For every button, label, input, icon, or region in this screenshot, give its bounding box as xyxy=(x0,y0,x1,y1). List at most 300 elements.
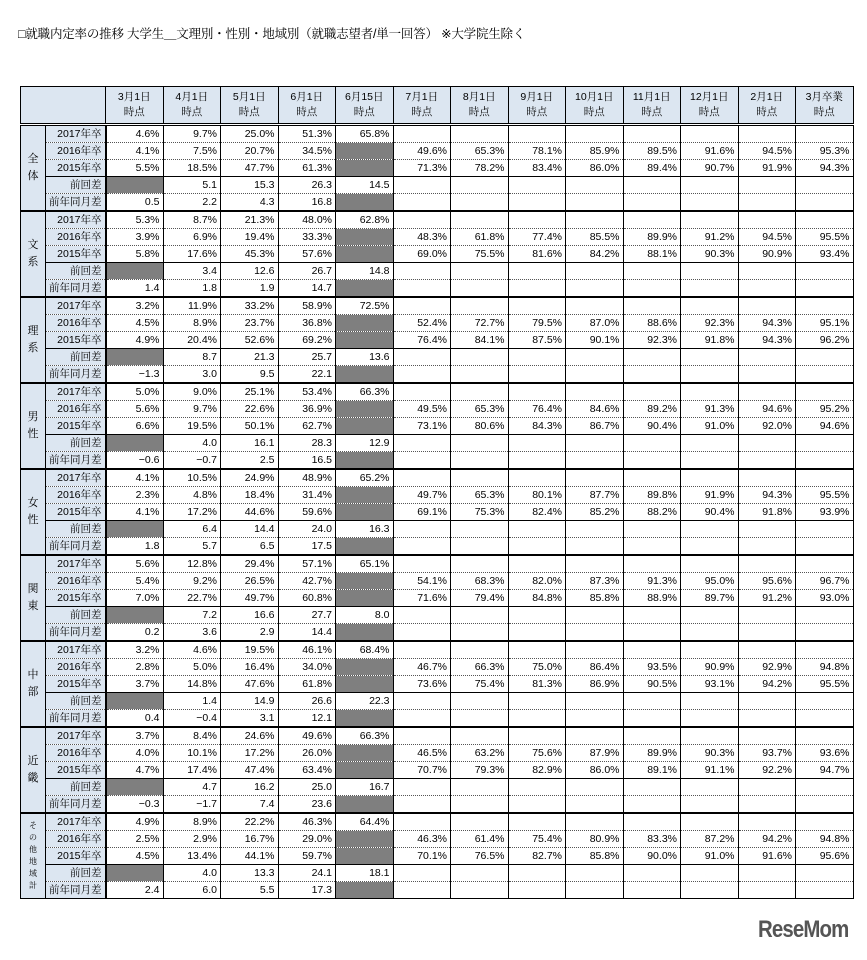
value-cell: 7.0% xyxy=(106,590,164,607)
value-cell xyxy=(681,194,739,212)
value-cell: 5.7 xyxy=(163,538,221,556)
na-cell xyxy=(336,745,394,762)
value-cell: 12.8% xyxy=(163,555,221,573)
value-cell: 93.6% xyxy=(796,745,854,762)
value-cell xyxy=(681,366,739,384)
value-cell xyxy=(393,263,451,280)
value-cell xyxy=(508,796,566,814)
value-cell xyxy=(566,297,624,315)
value-cell xyxy=(681,349,739,366)
value-cell: 24.9% xyxy=(221,469,279,487)
table-row xyxy=(21,366,854,384)
value-cell: 70.7% xyxy=(393,762,451,779)
value-cell: 85.9% xyxy=(566,143,624,160)
na-cell xyxy=(106,607,164,624)
table-header-row xyxy=(21,87,854,125)
value-cell: 13.3 xyxy=(221,865,279,882)
na-cell xyxy=(336,194,394,212)
value-cell: 73.6% xyxy=(393,676,451,693)
value-cell: 91.8% xyxy=(738,504,796,521)
value-cell xyxy=(681,555,739,573)
group-label xyxy=(21,813,46,899)
row-label: 2016年卒 xyxy=(46,143,106,160)
value-cell: 24.1 xyxy=(278,865,336,882)
value-cell: 22.3 xyxy=(336,693,394,710)
value-cell: 91.0% xyxy=(681,848,739,865)
value-cell xyxy=(566,452,624,470)
value-cell: 91.2% xyxy=(738,590,796,607)
value-cell: 3.6 xyxy=(163,624,221,642)
value-cell xyxy=(623,452,681,470)
value-cell: 49.6% xyxy=(393,143,451,160)
value-cell: 49.7% xyxy=(221,590,279,607)
table-row xyxy=(21,487,854,504)
value-cell: 78.1% xyxy=(508,143,566,160)
value-cell: 86.0% xyxy=(566,160,624,177)
value-cell xyxy=(623,693,681,710)
value-cell: 2.2 xyxy=(163,194,221,212)
row-label: 前年同月差 xyxy=(46,194,106,212)
table-row xyxy=(21,521,854,538)
value-cell: 79.5% xyxy=(508,315,566,332)
value-cell: 4.5% xyxy=(106,315,164,332)
value-cell: 36.9% xyxy=(278,401,336,418)
row-label: 前年同月差 xyxy=(46,710,106,728)
value-cell: 17.6% xyxy=(163,246,221,263)
value-cell: 1.9 xyxy=(221,280,279,298)
value-cell: 4.6% xyxy=(106,125,164,143)
table-row xyxy=(21,229,854,246)
value-cell: 7.5% xyxy=(163,143,221,160)
value-cell xyxy=(393,641,451,659)
value-cell: 5.6% xyxy=(106,555,164,573)
row-label: 前年同月差 xyxy=(46,452,106,470)
value-cell xyxy=(796,280,854,298)
value-cell: 3.7% xyxy=(106,676,164,693)
value-cell: 89.5% xyxy=(623,143,681,160)
value-cell: 26.0% xyxy=(278,745,336,762)
table-row xyxy=(21,882,854,899)
value-cell xyxy=(451,538,509,556)
value-cell: 87.3% xyxy=(566,573,624,590)
value-cell: 81.3% xyxy=(508,676,566,693)
value-cell: 26.3 xyxy=(278,177,336,194)
value-cell xyxy=(738,641,796,659)
value-cell xyxy=(681,125,739,143)
row-label: 前年同月差 xyxy=(46,280,106,298)
value-cell: 52.6% xyxy=(221,332,279,349)
value-cell: 94.6% xyxy=(796,418,854,435)
value-cell xyxy=(566,194,624,212)
value-cell: 75.6% xyxy=(508,745,566,762)
value-cell: 4.5% xyxy=(106,848,164,865)
value-cell: 94.5% xyxy=(738,143,796,160)
value-cell: 6.0 xyxy=(163,882,221,899)
group-label-char: 性 xyxy=(27,428,39,440)
value-cell: 94.8% xyxy=(796,831,854,848)
column-header-line: 時点 xyxy=(526,106,548,118)
value-cell: 59.7% xyxy=(278,848,336,865)
value-cell xyxy=(623,710,681,728)
value-cell xyxy=(796,538,854,556)
value-cell: 7.2 xyxy=(163,607,221,624)
value-cell: 65.1% xyxy=(336,555,394,573)
value-cell: 25.0 xyxy=(278,779,336,796)
value-cell: 78.2% xyxy=(451,160,509,177)
value-cell: 9.0% xyxy=(163,383,221,401)
value-cell: 14.7 xyxy=(278,280,336,298)
value-cell xyxy=(681,211,739,229)
table-row xyxy=(21,469,854,487)
column-header xyxy=(508,87,566,125)
value-cell: 93.5% xyxy=(623,659,681,676)
value-cell xyxy=(566,727,624,745)
column-header-line: 6月1日 xyxy=(290,91,324,103)
na-cell xyxy=(336,160,394,177)
value-cell: 91.6% xyxy=(681,143,739,160)
column-header-line: 時点 xyxy=(756,106,778,118)
value-cell xyxy=(451,297,509,315)
value-cell: 17.3 xyxy=(278,882,336,899)
value-cell: 2.3% xyxy=(106,487,164,504)
value-cell xyxy=(681,865,739,882)
value-cell xyxy=(796,865,854,882)
value-cell xyxy=(796,693,854,710)
value-cell xyxy=(508,624,566,642)
value-cell xyxy=(566,779,624,796)
column-header-line: 時点 xyxy=(181,106,203,118)
value-cell xyxy=(393,607,451,624)
value-cell xyxy=(508,555,566,573)
value-cell: 90.9% xyxy=(681,659,739,676)
value-cell: 59.6% xyxy=(278,504,336,521)
value-cell: 92.3% xyxy=(623,332,681,349)
value-cell xyxy=(796,469,854,487)
value-cell xyxy=(738,125,796,143)
value-cell xyxy=(681,469,739,487)
value-cell: 66.3% xyxy=(451,659,509,676)
column-header-line: 4月1日 xyxy=(175,91,209,103)
na-cell xyxy=(336,624,394,642)
row-label: 2017年卒 xyxy=(46,641,106,659)
value-cell xyxy=(451,521,509,538)
value-cell xyxy=(393,366,451,384)
na-cell xyxy=(336,418,394,435)
value-cell: 85.2% xyxy=(566,504,624,521)
resemom-logo: ReseMom xyxy=(758,916,849,943)
value-cell: 24.6% xyxy=(221,727,279,745)
value-cell: 16.5 xyxy=(278,452,336,470)
table-row xyxy=(21,349,854,366)
value-cell: 4.9% xyxy=(106,332,164,349)
value-cell xyxy=(681,607,739,624)
value-cell: 80.1% xyxy=(508,487,566,504)
value-cell xyxy=(451,263,509,280)
row-label: 2015年卒 xyxy=(46,504,106,521)
value-cell: 14.9 xyxy=(221,693,279,710)
value-cell: 1.8 xyxy=(106,538,164,556)
value-cell xyxy=(508,813,566,831)
value-cell xyxy=(681,297,739,315)
column-header-line: 時点 xyxy=(813,106,835,118)
value-cell: 75.4% xyxy=(508,831,566,848)
na-cell xyxy=(106,263,164,280)
column-header-line: 10月1日 xyxy=(574,91,614,103)
value-cell: 75.3% xyxy=(451,504,509,521)
value-cell xyxy=(393,383,451,401)
value-cell: 87.9% xyxy=(566,745,624,762)
table-row xyxy=(21,762,854,779)
table-row xyxy=(21,710,854,728)
value-cell: 9.7% xyxy=(163,401,221,418)
value-cell xyxy=(623,211,681,229)
table-row xyxy=(21,659,854,676)
value-cell: 89.4% xyxy=(623,160,681,177)
value-cell: 5.5 xyxy=(221,882,279,899)
value-cell xyxy=(508,865,566,882)
value-cell xyxy=(738,211,796,229)
value-cell: 4.0 xyxy=(163,865,221,882)
value-cell: 65.8% xyxy=(336,125,394,143)
value-cell xyxy=(796,177,854,194)
value-cell xyxy=(566,641,624,659)
value-cell: 20.7% xyxy=(221,143,279,160)
value-cell xyxy=(393,452,451,470)
value-cell: 91.1% xyxy=(681,762,739,779)
na-cell xyxy=(336,401,394,418)
value-cell xyxy=(738,435,796,452)
value-cell: 80.6% xyxy=(451,418,509,435)
group-label-char: 性 xyxy=(27,514,39,526)
na-cell xyxy=(336,659,394,676)
row-label: 前回差 xyxy=(46,263,106,280)
value-cell xyxy=(508,383,566,401)
value-cell xyxy=(393,624,451,642)
table-row xyxy=(21,624,854,642)
value-cell xyxy=(508,710,566,728)
value-cell: 3.2% xyxy=(106,297,164,315)
value-cell: 8.0 xyxy=(336,607,394,624)
value-cell: 65.2% xyxy=(336,469,394,487)
value-cell: 82.7% xyxy=(508,848,566,865)
table-row xyxy=(21,332,854,349)
value-cell: 94.2% xyxy=(738,831,796,848)
value-cell xyxy=(508,538,566,556)
table-row xyxy=(21,297,854,315)
value-cell xyxy=(796,624,854,642)
table-row xyxy=(21,779,854,796)
value-cell xyxy=(566,349,624,366)
value-cell xyxy=(393,813,451,831)
na-cell xyxy=(336,676,394,693)
value-cell: 12.9 xyxy=(336,435,394,452)
value-cell xyxy=(508,693,566,710)
value-cell: 48.9% xyxy=(278,469,336,487)
value-cell xyxy=(393,727,451,745)
column-header-line: 3月1日 xyxy=(117,91,151,103)
value-cell: 63.4% xyxy=(278,762,336,779)
value-cell: 91.2% xyxy=(681,229,739,246)
row-label: 2016年卒 xyxy=(46,315,106,332)
value-cell xyxy=(393,280,451,298)
value-cell: 16.6 xyxy=(221,607,279,624)
column-header-line: 9月1日 xyxy=(520,91,554,103)
column-header-line: 時点 xyxy=(238,106,260,118)
value-cell: 58.9% xyxy=(278,297,336,315)
value-cell: 95.5% xyxy=(796,676,854,693)
value-cell: 80.9% xyxy=(566,831,624,848)
table-row xyxy=(21,813,854,831)
value-cell: 62.8% xyxy=(336,211,394,229)
value-cell: 6.9% xyxy=(163,229,221,246)
value-cell xyxy=(738,194,796,212)
value-cell: 44.6% xyxy=(221,504,279,521)
value-cell: 14.4 xyxy=(278,624,336,642)
table-row xyxy=(21,504,854,521)
value-cell xyxy=(738,297,796,315)
value-cell: 89.9% xyxy=(623,745,681,762)
value-cell xyxy=(796,555,854,573)
value-cell: 94.5% xyxy=(738,229,796,246)
value-cell: 79.4% xyxy=(451,590,509,607)
value-cell: 19.5% xyxy=(221,641,279,659)
value-cell: 85.8% xyxy=(566,848,624,865)
value-cell: 19.5% xyxy=(163,418,221,435)
value-cell xyxy=(451,177,509,194)
value-cell: 69.0% xyxy=(393,246,451,263)
na-cell xyxy=(106,693,164,710)
value-cell: 4.1% xyxy=(106,504,164,521)
value-cell xyxy=(451,125,509,143)
value-cell xyxy=(623,727,681,745)
table-row xyxy=(21,280,854,298)
value-cell xyxy=(796,710,854,728)
group-label xyxy=(21,211,46,297)
value-cell: 9.2% xyxy=(163,573,221,590)
column-header xyxy=(106,87,164,125)
value-cell: 57.6% xyxy=(278,246,336,263)
value-cell xyxy=(566,865,624,882)
value-cell xyxy=(451,280,509,298)
value-cell: 69.2% xyxy=(278,332,336,349)
value-cell xyxy=(451,469,509,487)
row-label: 前年同月差 xyxy=(46,796,106,814)
value-cell xyxy=(738,280,796,298)
value-cell: 13.6 xyxy=(336,349,394,366)
value-cell xyxy=(796,125,854,143)
value-cell: 6.4 xyxy=(163,521,221,538)
value-cell xyxy=(508,366,566,384)
value-cell xyxy=(393,779,451,796)
value-cell: 88.6% xyxy=(623,315,681,332)
column-header xyxy=(278,87,336,125)
row-label: 2017年卒 xyxy=(46,125,106,143)
value-cell: 2.8% xyxy=(106,659,164,676)
value-cell: 46.1% xyxy=(278,641,336,659)
value-cell xyxy=(796,607,854,624)
value-cell xyxy=(623,297,681,315)
value-cell xyxy=(566,521,624,538)
value-cell: 93.9% xyxy=(796,504,854,521)
value-cell: 49.7% xyxy=(393,487,451,504)
row-label: 前回差 xyxy=(46,779,106,796)
value-cell xyxy=(681,641,739,659)
value-cell: 94.3% xyxy=(738,332,796,349)
column-header-line: 時点 xyxy=(296,106,318,118)
value-cell: 10.1% xyxy=(163,745,221,762)
value-cell xyxy=(796,366,854,384)
column-header xyxy=(336,87,394,125)
value-cell: 91.6% xyxy=(738,848,796,865)
value-cell: 85.8% xyxy=(566,590,624,607)
value-cell xyxy=(738,521,796,538)
value-cell xyxy=(623,779,681,796)
table-row xyxy=(21,401,854,418)
value-cell: 88.1% xyxy=(623,246,681,263)
value-cell xyxy=(451,710,509,728)
value-cell: 61.4% xyxy=(451,831,509,848)
group-label xyxy=(21,555,46,641)
group-label xyxy=(21,727,46,813)
value-cell: 88.2% xyxy=(623,504,681,521)
row-label: 2015年卒 xyxy=(46,418,106,435)
na-cell xyxy=(336,315,394,332)
group-label-char: 全 xyxy=(27,153,39,165)
group-label-char: 系 xyxy=(27,342,39,354)
table-row xyxy=(21,831,854,848)
value-cell xyxy=(566,211,624,229)
value-cell: 76.5% xyxy=(451,848,509,865)
value-cell: 5.5% xyxy=(106,160,164,177)
value-cell: 46.5% xyxy=(393,745,451,762)
value-cell: 2.9 xyxy=(221,624,279,642)
value-cell: 96.7% xyxy=(796,573,854,590)
value-cell: 26.7 xyxy=(278,263,336,280)
value-cell xyxy=(566,882,624,899)
value-cell xyxy=(451,555,509,573)
value-cell: 87.7% xyxy=(566,487,624,504)
value-cell xyxy=(566,555,624,573)
value-cell: 92.9% xyxy=(738,659,796,676)
value-cell: 3.2% xyxy=(106,641,164,659)
value-cell xyxy=(738,779,796,796)
value-cell: 25.7 xyxy=(278,349,336,366)
value-cell: 2.4 xyxy=(106,882,164,899)
value-cell xyxy=(681,710,739,728)
value-cell: 92.3% xyxy=(681,315,739,332)
value-cell xyxy=(508,779,566,796)
value-cell: 47.7% xyxy=(221,160,279,177)
na-cell xyxy=(336,504,394,521)
value-cell: 5.3% xyxy=(106,211,164,229)
value-cell: 29.0% xyxy=(278,831,336,848)
value-cell: 82.4% xyxy=(508,504,566,521)
value-cell: 16.7% xyxy=(221,831,279,848)
row-label: 前年同月差 xyxy=(46,538,106,556)
value-cell: 5.4% xyxy=(106,573,164,590)
value-cell: 34.5% xyxy=(278,143,336,160)
row-label: 2016年卒 xyxy=(46,487,106,504)
value-cell xyxy=(738,865,796,882)
value-cell xyxy=(796,349,854,366)
value-cell: 33.3% xyxy=(278,229,336,246)
row-label: 2017年卒 xyxy=(46,297,106,315)
value-cell: 72.5% xyxy=(336,297,394,315)
value-cell: 5.8% xyxy=(106,246,164,263)
value-cell xyxy=(451,641,509,659)
value-cell: 16.8 xyxy=(278,194,336,212)
value-cell: 3.1 xyxy=(221,710,279,728)
